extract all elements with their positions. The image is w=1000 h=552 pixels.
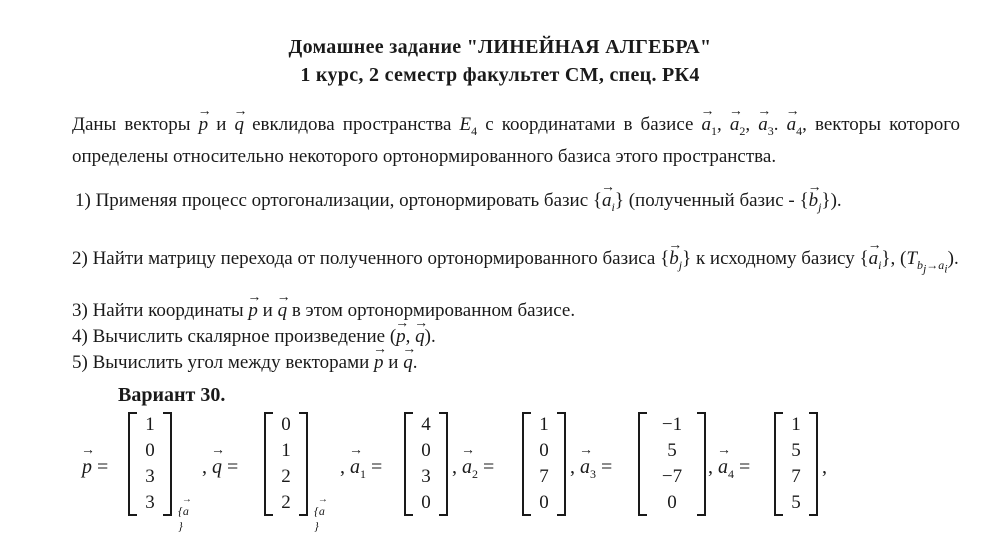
- vector-q-label: , → q =: [202, 456, 238, 479]
- vector-p-basis: {→ a}: [178, 504, 189, 534]
- vector-a1-matrix: 4 0 3 0: [404, 412, 448, 516]
- page-subtitle: 1 курс, 2 семестр факультет СМ, спец. РК4: [300, 64, 700, 86]
- task-4: 4) Вычислить скалярное произведение (→ p, → q).: [72, 324, 960, 349]
- vector-q-matrix: 0 1 2 2: [264, 412, 308, 516]
- vector-a2-matrix: 1 0 7 0: [522, 412, 566, 516]
- vector-a3-label: , → $a_3$ =: [570, 456, 612, 482]
- trailing-comma: ,: [822, 456, 827, 478]
- task-3: 3) Найти координаты → p и → q в этом ортонормированном базисе.: [72, 298, 960, 323]
- vector-a3-matrix: −1 5 −7 0: [638, 412, 706, 516]
- task-5: 5) Вычислить угол между векторами → p и → q.: [72, 350, 960, 375]
- vector-a1-label: , → $a_1$ =: [340, 456, 382, 482]
- vector-q-basis: {→ a}: [314, 504, 325, 534]
- vector-p-label: → p =: [82, 456, 108, 479]
- task-2: 2) Найти матрицу перехода от полученного ортонормированного базиса {→ $b_j$} к исходному базису {→ $a_i$}, $(T_{b_j\to a_i})$.: [72, 246, 960, 281]
- vector-a4-label: , → $a_4$ =: [708, 456, 750, 482]
- vector-a4-matrix: 1 5 7 5: [774, 412, 818, 516]
- vector-a2-label: , → $a_2$ =: [452, 456, 494, 482]
- intro-paragraph: Даны векторы → p и → q евклидова пространства $E_4$ с координатами в базисе → $a_1$, → $a_2$, → $a_3$. → $a_4$, векторы которого определены относительно некоторого ортонормированного базиса этого пространства.: [72, 112, 960, 169]
- variant-heading: Вариант 30.: [118, 384, 226, 406]
- task-1: 1) Применяя процесс ортогонализации, ортонормировать базис {→ $a_i$} (полученный базис - {→ $b_j$}).: [72, 188, 960, 220]
- page-title: Домашнее задание "ЛИНЕЙНАЯ АЛГЕБРА": [288, 36, 712, 58]
- vector-p-matrix: 1 0 3 3: [128, 412, 172, 516]
